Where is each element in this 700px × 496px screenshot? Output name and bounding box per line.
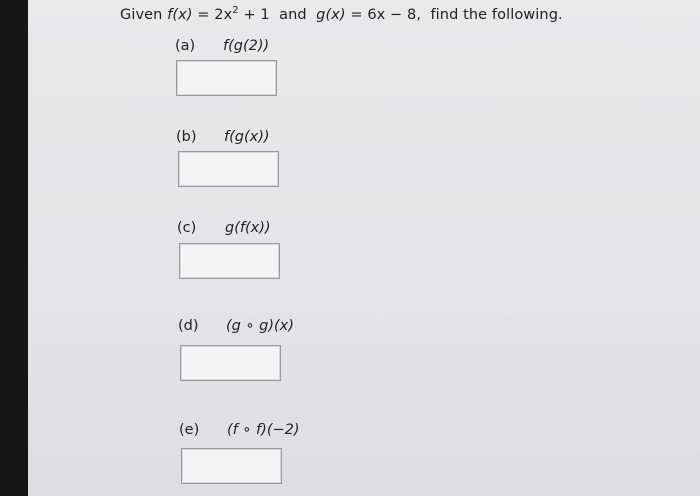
and-connector: and [269, 7, 317, 23]
question-page [28, 0, 700, 496]
part-a-expression: f(g(2)) [223, 38, 270, 54]
f-definition-rhs-a: = 2x [192, 7, 233, 23]
part-a-answer-input[interactable] [176, 60, 277, 96]
g-definition-rhs: = 6x − 8, [345, 7, 422, 23]
part-b-label: (b) [176, 129, 197, 145]
part-a [175, 38, 269, 54]
part-c-answer-input[interactable] [179, 243, 280, 279]
question-prompt [120, 5, 563, 23]
question-prefix: Given [120, 7, 168, 23]
part-c-label: (c) [177, 220, 197, 236]
part-e-label: (e) [179, 422, 200, 438]
part-b [176, 129, 270, 145]
f-definition-rhs-b: + 1 [238, 7, 270, 23]
part-e-answer-input[interactable] [181, 448, 282, 484]
part-b-answer-input[interactable] [178, 151, 279, 187]
question-suffix: find the following. [421, 7, 563, 23]
f-definition-exponent: 2 [232, 5, 239, 16]
part-d-label: (d) [178, 318, 199, 334]
part-d-answer-input[interactable] [180, 345, 281, 381]
part-b-expression: f(g(x)) [224, 129, 270, 145]
part-d [178, 318, 294, 334]
part-c [177, 220, 271, 236]
part-a-label: (a) [175, 38, 196, 54]
left-edge-strip [0, 0, 28, 496]
part-d-expression: (g ∘ g)(x) [226, 318, 294, 334]
part-c-expression: g(f(x)) [225, 220, 271, 236]
part-e-expression: (f ∘ f)(−2) [227, 422, 300, 438]
f-definition-lhs: f(x) [167, 7, 193, 23]
g-definition-lhs: g(x) [316, 7, 346, 23]
part-e [179, 422, 300, 438]
